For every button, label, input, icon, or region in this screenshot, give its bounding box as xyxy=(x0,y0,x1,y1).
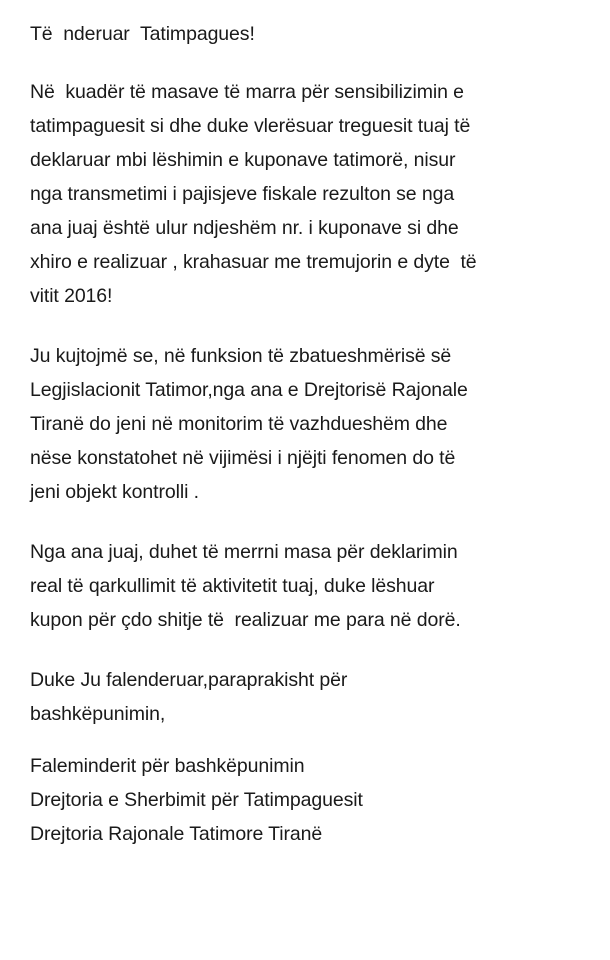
signature-line: Drejtoria e Sherbimit për Tatimpaguesit xyxy=(30,789,363,811)
paragraph-thanks xyxy=(30,663,600,731)
paragraph-line: bashkëpunimin, xyxy=(30,703,166,725)
paragraph-line: xhiro e realizuar , krahasuar me tremujorin e dyte të xyxy=(30,251,477,273)
letter-document xyxy=(30,17,600,851)
paragraph-line: Legjislacionit Tatimor,nga ana e Drejtorisë Rajonale xyxy=(30,379,468,401)
paragraph-line: real të qarkullimit të aktivitetit tuaj, duke lëshuar xyxy=(30,575,435,597)
paragraph-line: nëse konstatohet në vijimësi i njëjti fenomen do të xyxy=(30,447,456,469)
greeting-line: Të nderuar Tatimpagues! xyxy=(30,23,255,45)
letter-signature xyxy=(30,749,600,851)
paragraph-line: Ju kujtojmë se, në funksion të zbatueshmërisë së xyxy=(30,345,452,367)
paragraph-line: Në kuadër të masave të marra për sensibilizimin e xyxy=(30,81,464,103)
paragraph-line: ana juaj është ulur ndjeshëm nr. i kuponave si dhe xyxy=(30,217,459,239)
paragraph-monitoring xyxy=(30,339,600,509)
paragraph-line: Nga ana juaj, duhet të merrni masa për deklarimin xyxy=(30,541,458,563)
paragraph-line: Tiranë do jeni në monitorim të vazhdueshëm dhe xyxy=(30,413,448,435)
paragraph-line: vitit 2016! xyxy=(30,285,113,307)
paragraph-line: Duke Ju falenderuar,paraprakisht për xyxy=(30,669,348,691)
paragraph-line: tatimpaguesit si dhe duke vlerësuar treguesit tuaj të xyxy=(30,115,471,137)
paragraph-line: nga transmetimi i pajisjeve fiskale rezulton se nga xyxy=(30,183,455,205)
paragraph-line: deklaruar mbi lëshimin e kuponave tatimorë, nisur xyxy=(30,149,456,171)
letter-greeting xyxy=(30,17,600,51)
paragraph-line: kupon për çdo shitje të realizuar me para në dorë. xyxy=(30,609,461,631)
paragraph-line: jeni objekt kontrolli . xyxy=(30,481,199,503)
paragraph-declaration xyxy=(30,535,600,637)
signature-line: Drejtoria Rajonale Tatimore Tiranë xyxy=(30,823,323,845)
signature-line: Faleminderit për bashkëpunimin xyxy=(30,755,305,777)
paragraph-sensitization xyxy=(30,75,600,313)
